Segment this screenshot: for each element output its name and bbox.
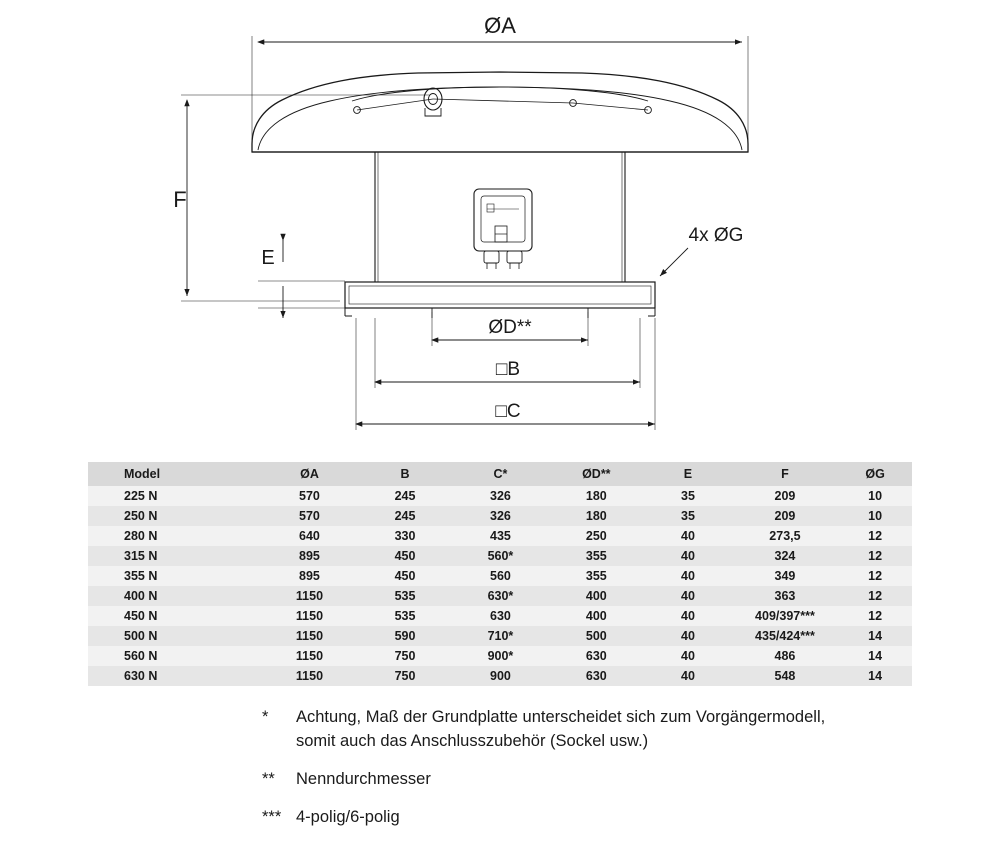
- cell-value: 450: [357, 566, 452, 586]
- cell-value: 1150: [262, 666, 358, 686]
- col-header-diameter-a: ØA: [262, 462, 358, 486]
- cell-value: 400: [548, 606, 644, 626]
- table-row: [88, 606, 912, 626]
- cell-value: 640: [262, 526, 358, 546]
- cell-value: 12: [838, 546, 912, 566]
- col-header-e: E: [644, 462, 731, 486]
- cell-value: 560*: [453, 546, 549, 566]
- cell-value: 180: [548, 486, 644, 506]
- cell-value: 14: [838, 626, 912, 646]
- table-body: [88, 486, 912, 686]
- cell-value: 355: [548, 546, 644, 566]
- cell-value: 710*: [453, 626, 549, 646]
- label-f: F: [173, 187, 187, 212]
- footnote: [262, 706, 962, 754]
- table-row: [88, 626, 912, 646]
- cell-value: 349: [732, 566, 839, 586]
- cell-value: 1150: [262, 606, 358, 626]
- cell-value: 355: [548, 566, 644, 586]
- footnote-line1: Achtung, Maß der Grundplatte unterscheidet sich zum Vorgängermodell,: [296, 708, 826, 726]
- cell-model: 450 N: [88, 606, 262, 626]
- cell-value: 324: [732, 546, 839, 566]
- cell-value: 1150: [262, 586, 358, 606]
- cell-value: 435: [453, 526, 549, 546]
- cell-value: 895: [262, 546, 358, 566]
- table-header-row: [88, 462, 912, 486]
- cell-model: 315 N: [88, 546, 262, 566]
- col-header-diameter-d: ØD**: [548, 462, 644, 486]
- cell-model: 630 N: [88, 666, 262, 686]
- cell-value: 895: [262, 566, 358, 586]
- cell-value: 630: [453, 606, 549, 626]
- cell-value: 14: [838, 666, 912, 686]
- footnote-line2: somit auch das Anschlusszubehör (Sockel usw.): [296, 731, 649, 750]
- col-header-diameter-g: ØG: [838, 462, 912, 486]
- cell-value: 10: [838, 486, 912, 506]
- col-header-b: B: [357, 462, 452, 486]
- cell-value: 1150: [262, 646, 358, 666]
- cell-value: 40: [644, 526, 731, 546]
- cell-value: 330: [357, 526, 452, 546]
- cell-value: 40: [644, 666, 731, 686]
- cell-model: 400 N: [88, 586, 262, 606]
- table-row: [88, 546, 912, 566]
- cell-model: 355 N: [88, 566, 262, 586]
- cell-model: 280 N: [88, 526, 262, 546]
- table-row: [88, 566, 912, 586]
- table-row: [88, 506, 912, 526]
- footnote: [262, 768, 962, 792]
- footnote-text: [296, 706, 962, 754]
- cell-value: 750: [357, 646, 452, 666]
- table-row: [88, 486, 912, 506]
- footnote-marker: ***: [262, 807, 282, 826]
- col-header-model: Model: [88, 462, 262, 486]
- cell-value: 570: [262, 506, 358, 526]
- label-holes: 4x ØG: [688, 225, 744, 246]
- footnote: [262, 806, 962, 830]
- label-square-c: □C: [495, 401, 521, 422]
- cell-model: 560 N: [88, 646, 262, 666]
- col-header-c: C*: [453, 462, 549, 486]
- cell-model: 250 N: [88, 506, 262, 526]
- label-diameter-d: ØD**: [488, 317, 532, 338]
- cell-value: 12: [838, 566, 912, 586]
- cell-value: 900*: [453, 646, 549, 666]
- cell-value: 500: [548, 626, 644, 646]
- cell-value: 245: [357, 506, 452, 526]
- cell-value: 630: [548, 666, 644, 686]
- cell-value: 40: [644, 626, 731, 646]
- cell-value: 630: [548, 646, 644, 666]
- cell-value: 900: [453, 666, 549, 686]
- cell-value: 10: [838, 506, 912, 526]
- table-row: [88, 526, 912, 546]
- footnote-text: [296, 806, 962, 830]
- cell-value: 245: [357, 486, 452, 506]
- cell-value: 35: [644, 506, 731, 526]
- cell-value: 1150: [262, 626, 358, 646]
- col-header-f: F: [732, 462, 839, 486]
- label-square-b: □B: [495, 359, 521, 380]
- cell-value: 12: [838, 526, 912, 546]
- footnote-line1: 4-polig/6-polig: [296, 807, 400, 826]
- cell-value: 435/424***: [732, 626, 839, 646]
- cell-value: 570: [262, 486, 358, 506]
- cell-value: 40: [644, 606, 731, 626]
- cell-value: 750: [357, 666, 452, 686]
- footnote-marker: **: [262, 769, 275, 788]
- cell-value: 40: [644, 566, 731, 586]
- footnote-line1: Nenndurchmesser: [296, 769, 431, 788]
- cell-value: 630*: [453, 586, 549, 606]
- cell-value: 450: [357, 546, 452, 566]
- footnote-text: [296, 768, 962, 792]
- cell-value: 363: [732, 586, 839, 606]
- table-row: [88, 646, 912, 666]
- cell-value: 180: [548, 506, 644, 526]
- cell-value: 40: [644, 646, 731, 666]
- cell-value: 590: [357, 626, 452, 646]
- cell-value: 209: [732, 486, 839, 506]
- cell-value: 400: [548, 586, 644, 606]
- cell-value: 40: [644, 546, 731, 566]
- cell-value: 548: [732, 666, 839, 686]
- cell-value: 273,5: [732, 526, 839, 546]
- spec-table: [88, 462, 912, 686]
- label-e: E: [261, 247, 275, 269]
- cell-value: 486: [732, 646, 839, 666]
- label-diameter-a: ØA: [484, 13, 516, 38]
- cell-value: 40: [644, 586, 731, 606]
- cell-value: 535: [357, 586, 452, 606]
- cell-value: 14: [838, 646, 912, 666]
- cell-value: 560: [453, 566, 549, 586]
- cell-value: 326: [453, 486, 549, 506]
- cell-model: 500 N: [88, 626, 262, 646]
- cell-value: 409/397***: [732, 606, 839, 626]
- cell-value: 35: [644, 486, 731, 506]
- cell-model: 225 N: [88, 486, 262, 506]
- cell-value: 250: [548, 526, 644, 546]
- cell-value: 535: [357, 606, 452, 626]
- table-row: [88, 666, 912, 686]
- cell-value: 12: [838, 606, 912, 626]
- table-row: [88, 586, 912, 606]
- spec-table-wrapper: [88, 462, 912, 686]
- footnotes: [262, 706, 962, 844]
- cell-value: 209: [732, 506, 839, 526]
- cell-value: 326: [453, 506, 549, 526]
- footnote-marker: *: [262, 708, 269, 726]
- cell-value: 12: [838, 586, 912, 606]
